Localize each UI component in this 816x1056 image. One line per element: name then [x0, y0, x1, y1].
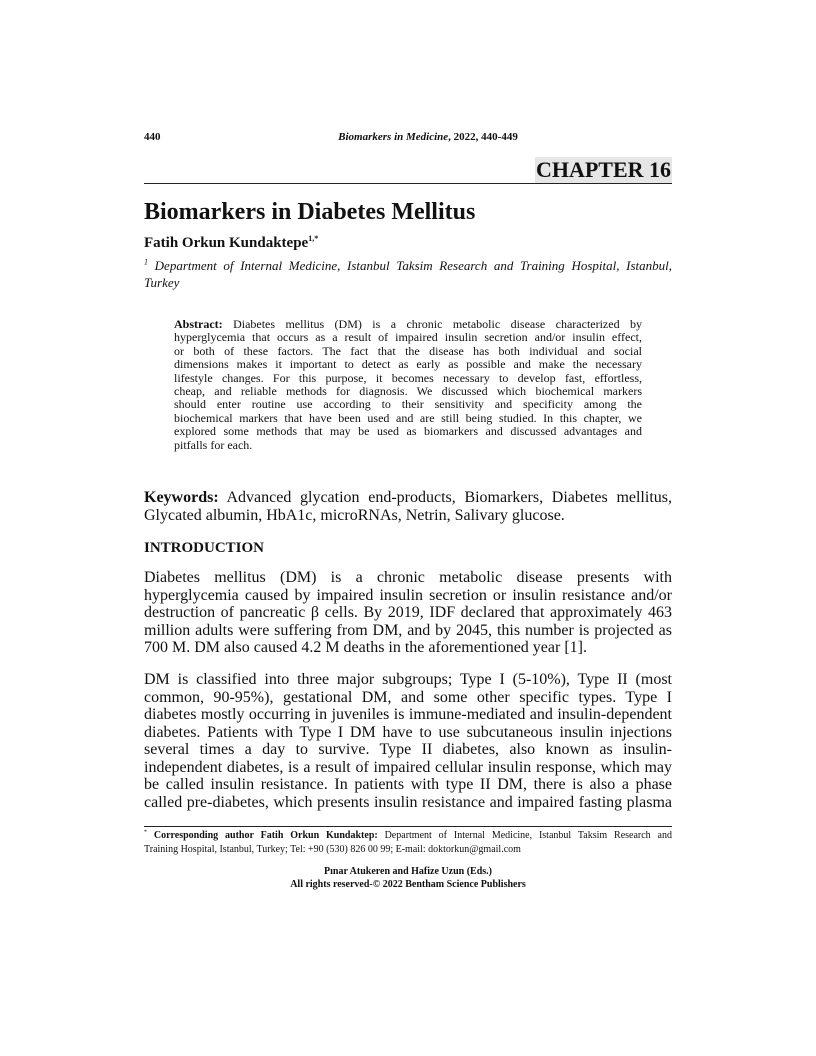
running-header — [300, 131, 556, 144]
line-text: diabetes mostly occurring in juveniles is immune-mediated and insulin-dependent — [144, 706, 672, 723]
chapter-label: CHAPTER 16 — [535, 157, 671, 182]
line-text: hyperglycemia that occurs as a result of impaired insulin secretion and/or insulin effect, — [174, 330, 642, 345]
line-text: 700 M. DM also caused 4.2 M deaths in the aforementioned year [1]. — [144, 639, 587, 656]
publisher-info — [144, 865, 672, 891]
line-text: destruction of pancreatic β cells. By 2019, IDF declared that approximately 463 — [144, 604, 672, 621]
text-line — [174, 331, 642, 344]
line-text: or both of these factors. The fact that the disease has both individual and social — [174, 343, 642, 358]
text-line — [174, 425, 642, 438]
text-line — [174, 385, 642, 398]
line-text: lifestyle changes. For this purpose, it becomes necessary to develop fast, effortless, — [174, 370, 642, 385]
copyright: All rights reserved-© 2022 Bentham Science Publishers — [290, 879, 526, 890]
text-line — [144, 759, 672, 777]
line-text: cheap, and reliable methods for diagnosis. We discussed which biochemical markers — [174, 384, 642, 399]
label: Abstract: — [174, 317, 223, 331]
line-text: explored some methods that may be used as biomarkers and discussed advantages and — [174, 424, 642, 439]
line-text: common, 90-95%), gestational DM, and some other specific types. Type I — [144, 688, 672, 706]
label: Keywords: — [144, 489, 219, 506]
line-text: million adults were suffering from DM, and by 2045, this number is projected as — [144, 621, 672, 639]
line-text: should enter routine use according to their sensitivity and specificity among the — [174, 397, 642, 412]
author — [144, 234, 318, 252]
line-text: Advanced glycation end-products, Biomarkers, Diabetes mellitus, — [218, 489, 672, 506]
paragraph — [144, 671, 672, 811]
text-line — [174, 372, 642, 385]
line-text: independent diabetes, is a result of impaired cellular insulin response, which may — [144, 758, 672, 776]
text-line — [144, 689, 672, 707]
text-line — [144, 671, 672, 689]
page-number: 440 — [144, 131, 161, 143]
text-line — [174, 398, 642, 411]
line-text: DM is classified into three major subgroups; Type I (5-10%), Type II (most — [144, 671, 672, 688]
footnote — [144, 829, 672, 857]
keywords — [144, 489, 672, 525]
editors: Pınar Atukeren and Hafize Uzun (Eds.) — [324, 866, 492, 877]
line-text: Diabetes mellitus (DM) is a chronic metabolic disease characterized by — [222, 317, 642, 331]
line-text: be called insulin resistance. In patients with type II DM, there is also a phase — [144, 776, 672, 793]
text-line — [144, 776, 672, 794]
text-line — [144, 706, 672, 724]
section-heading: INTRODUCTION — [144, 540, 265, 556]
abstract — [174, 318, 642, 452]
author-name: Fatih Orkun Kundaktepe — [144, 235, 309, 251]
running-title: Biomarkers in Medicine — [338, 131, 449, 143]
text-line — [144, 794, 672, 812]
affiliation — [144, 257, 672, 291]
text-line — [144, 741, 672, 759]
line-text: several times a day to survive. Type II diabetes, also known as insulin- — [144, 741, 672, 758]
line-text: dimensions makes it important to detect as early as possible and make the necessary — [174, 357, 642, 372]
line-text: Diabetes mellitus (DM) is a chronic metabolic disease presents with — [144, 569, 672, 586]
line-text: diabetes. Patients with Type I DM have to use subcutaneous insulin injections — [144, 723, 672, 741]
text-line — [174, 345, 642, 358]
text-line — [144, 587, 672, 605]
text-line — [144, 604, 672, 622]
text-line — [144, 507, 672, 525]
affiliation-line: Department of Internal Medicine, Istanbul Taksim Research and Training Hospital, Istanbul, — [154, 258, 673, 273]
text-line — [174, 358, 642, 371]
paragraph — [144, 569, 672, 657]
footnote-rule — [144, 826, 672, 827]
line-text: hyperglycemia caused by impaired insulin secretion or insulin resistance and/or — [144, 586, 672, 604]
footnote-label: Corresponding author Fatih Orkun Kundaktep: — [153, 830, 378, 841]
text-line — [174, 439, 642, 452]
header-rule — [144, 183, 672, 184]
line-text: called pre-diabetes, which presents insulin resistance and impaired fasting plasma — [144, 793, 672, 811]
affiliation-line: Turkey — [144, 275, 180, 290]
line-text: biochemical markers that have been used and are still being studied. In this chapter, we — [174, 410, 642, 425]
text-line — [174, 318, 642, 331]
footnote-text: Department of Internal Medicine, Istanbul Taksim Research and — [377, 830, 672, 841]
running-title-rest: , 2022, 440-449 — [448, 131, 518, 143]
text-line — [144, 489, 672, 507]
author-sup: 1,* — [308, 234, 319, 243]
line-text: pitfalls for each. — [174, 437, 253, 452]
text-line — [144, 639, 672, 657]
text-line — [174, 412, 642, 425]
affiliation-sup: 1 — [144, 257, 148, 267]
text-line — [144, 724, 672, 742]
text-line — [144, 569, 672, 587]
line-text: Glycated albumin, HbA1c, microRNAs, Netrin, Salivary glucose. — [144, 507, 565, 524]
footnote-sup: * — [144, 829, 147, 836]
chapter-title: Biomarkers in Diabetes Mellitus — [144, 199, 476, 225]
footnote-text: Training Hospital, Istanbul, Turkey; Tel: +90 (530) 826 00 99; E-mail: doktorkun@gmail.com — [144, 844, 521, 855]
text-line — [144, 622, 672, 640]
